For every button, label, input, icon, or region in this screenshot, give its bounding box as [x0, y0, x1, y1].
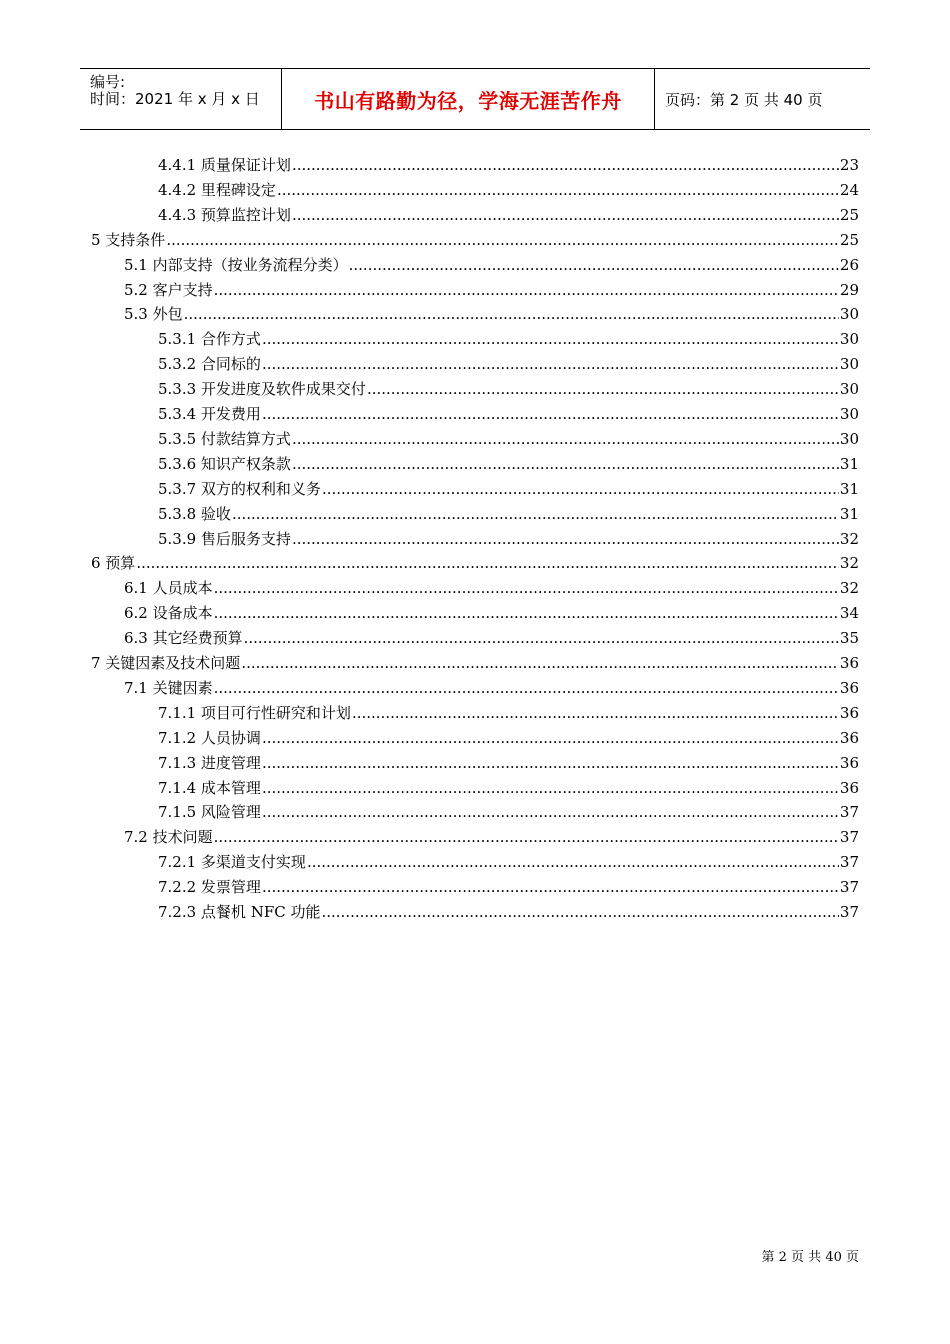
- toc-entry[interactable]: [124, 278, 859, 302]
- toc-entry-page: 31: [839, 504, 859, 523]
- toc-entry-page: 23: [839, 156, 859, 174]
- toc-entry-title: 5.3.6 知识产权条款: [158, 454, 291, 473]
- toc-entry-page: 29: [839, 280, 859, 299]
- toc-entry[interactable]: [91, 651, 859, 675]
- toc-entry-title: 7.1.1 项目可行性研究和计划: [158, 703, 351, 722]
- toc-entry-title: 7.1.2 人员协调: [158, 728, 261, 747]
- toc-entry[interactable]: [158, 402, 859, 426]
- toc-entry-page: 25: [839, 205, 859, 224]
- toc-entry-title: 6.3 其它经费预算: [124, 629, 243, 648]
- toc-entry-title: 5.3.3 开发进度及软件成果交付: [158, 380, 366, 399]
- toc-entry[interactable]: [158, 850, 859, 874]
- toc-entry[interactable]: [158, 726, 859, 750]
- toc-entry-title: 7.1 关键因素: [124, 678, 213, 697]
- toc-entry-page: 34: [839, 604, 859, 623]
- toc-dot-leader: [214, 676, 839, 700]
- toc-entry[interactable]: [158, 502, 859, 526]
- toc-entry[interactable]: [158, 377, 859, 401]
- toc-dot-leader: [262, 402, 839, 426]
- toc-entry-page: 35: [839, 629, 859, 648]
- toc-dot-leader: [241, 651, 839, 675]
- toc-entry-page: 32: [839, 529, 859, 548]
- toc-entry[interactable]: [124, 601, 859, 625]
- toc-entry-title: 5.3.9 售后服务支持: [158, 529, 291, 548]
- toc-dot-leader: [262, 751, 839, 775]
- toc-dot-leader: [262, 726, 839, 750]
- toc-dot-leader: [262, 352, 839, 376]
- toc-dot-leader: [262, 875, 839, 899]
- toc-entry-page: 30: [839, 305, 859, 324]
- toc-entry[interactable]: [158, 800, 859, 824]
- document-number-label: 编号:: [90, 73, 126, 91]
- toc-dot-leader: [262, 776, 839, 800]
- toc-entry-title: 5.1 内部支持（按业务流程分类）: [124, 255, 348, 274]
- toc-entry[interactable]: [158, 701, 859, 725]
- toc-dot-leader: [262, 800, 839, 824]
- page-footer: 第 2 页 共 40 页: [761, 1250, 859, 1265]
- toc-entry-title: 5.3.1 合作方式: [158, 330, 261, 349]
- toc-entry-page: 30: [839, 330, 859, 349]
- header-page-cell: [655, 69, 870, 129]
- header-meta: [80, 69, 280, 129]
- toc-entry[interactable]: [158, 427, 859, 451]
- toc-entry[interactable]: [158, 178, 859, 202]
- toc-entry-title: 6.2 设备成本: [124, 604, 213, 623]
- toc-entry-title: 5.3.2 合同标的: [158, 355, 261, 374]
- toc-entry[interactable]: [158, 875, 859, 899]
- toc-dot-leader: [321, 900, 838, 924]
- toc-entry-title: 6.1 人员成本: [124, 579, 213, 598]
- toc-entry[interactable]: [124, 253, 859, 277]
- toc-entry[interactable]: [158, 776, 859, 800]
- toc-entry-page: 37: [839, 878, 859, 897]
- toc-entry[interactable]: [158, 203, 859, 227]
- toc-entry-title: 7.2.2 发票管理: [158, 878, 261, 897]
- header-motto: 书山有路勤为径，学海无涯苦作舟: [314, 88, 622, 113]
- toc-dot-leader: [166, 228, 839, 252]
- toc-entry-title: 5.3 外包: [124, 305, 183, 324]
- toc-entry-page: 30: [839, 429, 859, 448]
- toc-entry-title: 7.2.3 点餐机 NFC 功能: [158, 903, 321, 921]
- toc-dot-leader: [214, 576, 839, 600]
- toc-dot-leader: [232, 502, 839, 526]
- toc-dot-leader: [292, 452, 839, 476]
- toc-entry-page: 37: [839, 853, 859, 872]
- toc-entry-page: 37: [839, 803, 859, 822]
- toc-entry-page: 36: [839, 654, 859, 672]
- toc-entry-page: 25: [839, 230, 859, 249]
- toc-entry[interactable]: [158, 477, 859, 501]
- toc-entry-page: 32: [839, 579, 859, 598]
- toc-dot-leader: [214, 825, 839, 849]
- toc-dot-leader: [292, 527, 839, 551]
- toc-dot-leader: [214, 601, 839, 625]
- toc-entry-title: 7.1.5 风险管理: [158, 803, 261, 822]
- toc-dot-leader: [292, 427, 839, 451]
- toc-entry[interactable]: [91, 228, 859, 252]
- toc-entry[interactable]: [124, 825, 859, 849]
- toc-entry[interactable]: [124, 676, 859, 700]
- toc-entry[interactable]: [158, 352, 859, 376]
- toc-entry-page: 36: [839, 728, 859, 747]
- toc-dot-leader: [136, 551, 839, 575]
- toc-dot-leader: [322, 477, 839, 501]
- document-date-label: 时间：2021 年 x 月 x 日: [90, 90, 260, 108]
- toc-entry-title: 7.1.3 进度管理: [158, 753, 261, 772]
- toc-entry[interactable]: [158, 900, 859, 924]
- toc-dot-leader: [277, 178, 839, 202]
- toc-entry-page: 26: [839, 255, 859, 274]
- toc-dot-leader: [352, 701, 839, 725]
- toc-entry[interactable]: [158, 527, 859, 551]
- toc-dot-leader: [307, 850, 839, 874]
- toc-entry[interactable]: [124, 626, 859, 650]
- toc-entry-page: 36: [839, 678, 859, 697]
- toc-entry-title: 7.2.1 多渠道支付实现: [158, 853, 306, 872]
- header-motto-cell: [281, 69, 655, 129]
- toc-entry-title: 5.3.8 验收: [158, 504, 231, 523]
- page-header: [80, 68, 870, 130]
- toc-entry-page: 37: [839, 828, 859, 847]
- toc-entry-title: 7.2 技术问题: [124, 828, 213, 847]
- toc-dot-leader: [262, 327, 839, 351]
- toc-entry-title: 7 关键因素及技术问题: [91, 654, 241, 672]
- toc-entry[interactable]: [91, 551, 859, 575]
- toc-entry[interactable]: [158, 327, 859, 351]
- toc-entry-title: 5.2 客户支持: [124, 280, 213, 299]
- toc-entry-page: 36: [839, 753, 859, 772]
- toc-entry-page: 31: [839, 479, 859, 498]
- toc-entry[interactable]: [124, 302, 859, 326]
- toc-dot-leader: [349, 253, 839, 277]
- toc-entry-title: 7.1.4 成本管理: [158, 778, 261, 797]
- toc-entry-page: 37: [839, 903, 859, 921]
- toc-entry-page: 30: [839, 355, 859, 374]
- toc-entry[interactable]: [158, 452, 859, 476]
- toc-entry-page: 31: [839, 454, 859, 473]
- toc-entry-title: 5.3.5 付款结算方式: [158, 429, 291, 448]
- toc-dot-leader: [292, 203, 839, 227]
- toc-entry-page: 36: [839, 703, 859, 722]
- toc-dot-leader: [214, 278, 839, 302]
- toc-entry-page: 30: [839, 380, 859, 399]
- toc-entry-title: 5 支持条件: [91, 230, 166, 249]
- toc-entry[interactable]: [158, 751, 859, 775]
- toc-entry-title: 4.4.1 质量保证计划: [158, 156, 291, 174]
- toc-dot-leader: [367, 377, 839, 401]
- toc-dot-leader: [184, 302, 839, 326]
- toc-dot-leader: [292, 153, 839, 177]
- toc-dot-leader: [244, 626, 839, 650]
- toc-entry-title: 4.4.3 预算监控计划: [158, 205, 291, 224]
- header-page-number: 页码：第 2 页 共 40 页: [665, 90, 823, 109]
- toc-entry-title: 4.4.2 里程碑设定: [158, 180, 276, 199]
- toc-entry-page: 24: [839, 180, 859, 199]
- toc-entry[interactable]: [124, 576, 859, 600]
- toc-entry-page: 30: [839, 405, 859, 423]
- toc-entry-title: 6 预算: [91, 554, 136, 573]
- toc-entry-title: 5.3.4 开发费用: [158, 405, 261, 423]
- toc-entry-page: 32: [839, 554, 859, 573]
- toc-entry[interactable]: [158, 153, 859, 177]
- toc-entry-title: 5.3.7 双方的权利和义务: [158, 479, 321, 498]
- toc-entry-page: 36: [839, 778, 859, 797]
